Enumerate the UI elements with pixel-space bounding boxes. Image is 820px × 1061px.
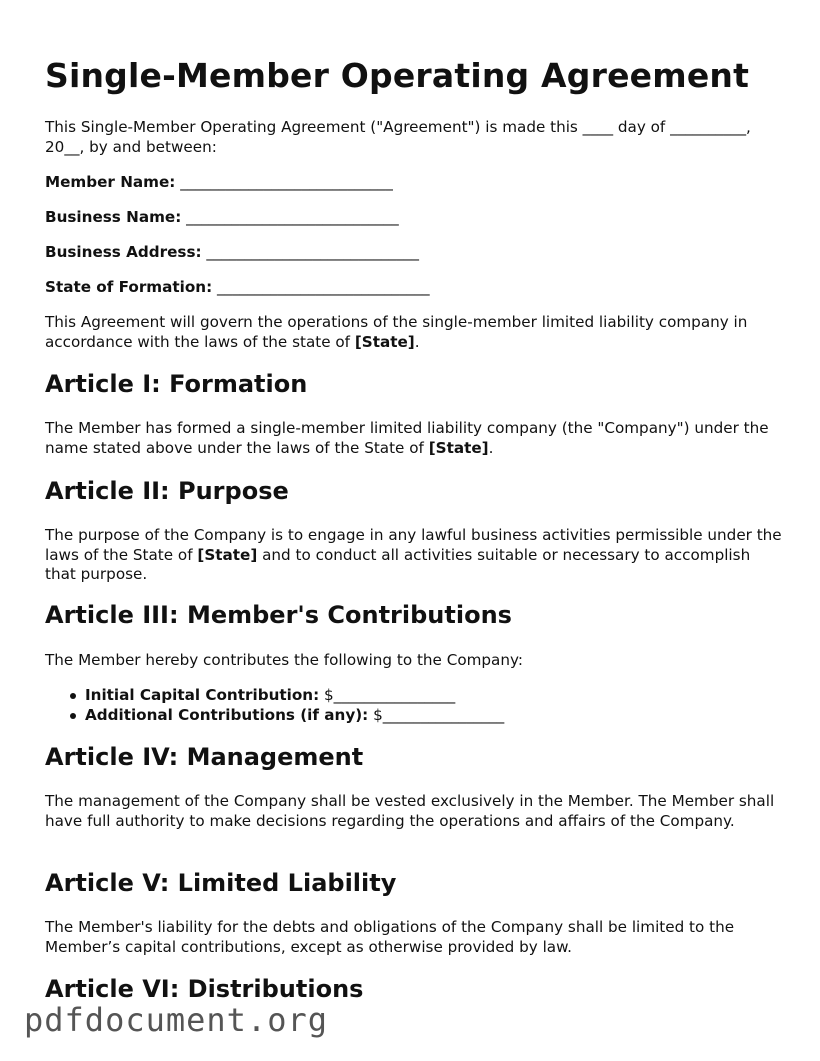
intro-paragraph: This Single-Member Operating Agreement ("Agreement") is made this ____ day of __________, 20__, by and between: [45,118,751,156]
governance-paragraph: This Agreement will govern the operations of the single-member limited liability company in accordance with the laws of the state of [State]. [45,313,748,351]
state-placeholder: [State] [354,332,415,351]
field-blank: ____________________________ [206,243,420,261]
document-title: Single-Member Operating Agreement [45,56,750,95]
member-name-field [45,173,785,193]
article-4-text: The management of the Company shall be vested exclusively in the Member. The Member shall have full authority to make decisions regarding the operations and affairs of the Company. [45,792,775,830]
field-label: Business Name: [45,208,182,226]
watermark: pdfdocument.org [24,1001,328,1039]
field-blank: ____________________________ [186,208,399,226]
business-name-field [45,208,785,228]
article-2-text: The purpose of the Company is to engage in any lawful business activities permissible under the laws of the State of [State] and to conduct all activities suitable or necessary to accomplish that purpose. [45,526,782,583]
article-5-text: The Member's liability for the debts and obligations of the Company shall be limited to the Member’s capital contributions, except as otherwise provided by law. [45,918,735,956]
field-label: Member Name: [45,173,176,191]
article-3-heading: Article III: Member's Contributions [45,601,512,629]
field-blank: ____________________________ [180,173,393,191]
article-4-heading: Article IV: Management [45,743,364,771]
article-1-text: The Member has formed a single-member limited liability company (the "Company") under the name stated above under the laws of the State of [State]. [45,419,769,457]
article-6-heading: Article VI: Distributions [45,975,364,1003]
article-5-heading: Article V: Limited Liability [45,869,397,897]
list-item: Initial Capital Contribution: $________________ [67,686,785,706]
state-placeholder: [State] [197,545,258,564]
business-address-field [45,243,785,263]
contributions-list [45,686,785,725]
article-2-heading: Article II: Purpose [45,477,289,505]
field-label: Business Address: [45,243,202,261]
list-item: Additional Contributions (if any): $________________ [67,706,785,726]
field-blank: ____________________________ [217,278,430,296]
state-placeholder: [State] [428,438,489,457]
article-3-text: The Member hereby contributes the following to the Company: [45,651,523,669]
field-label: State of Formation: [45,278,213,296]
state-of-formation-field [45,278,785,298]
article-1-heading: Article I: Formation [45,370,308,398]
